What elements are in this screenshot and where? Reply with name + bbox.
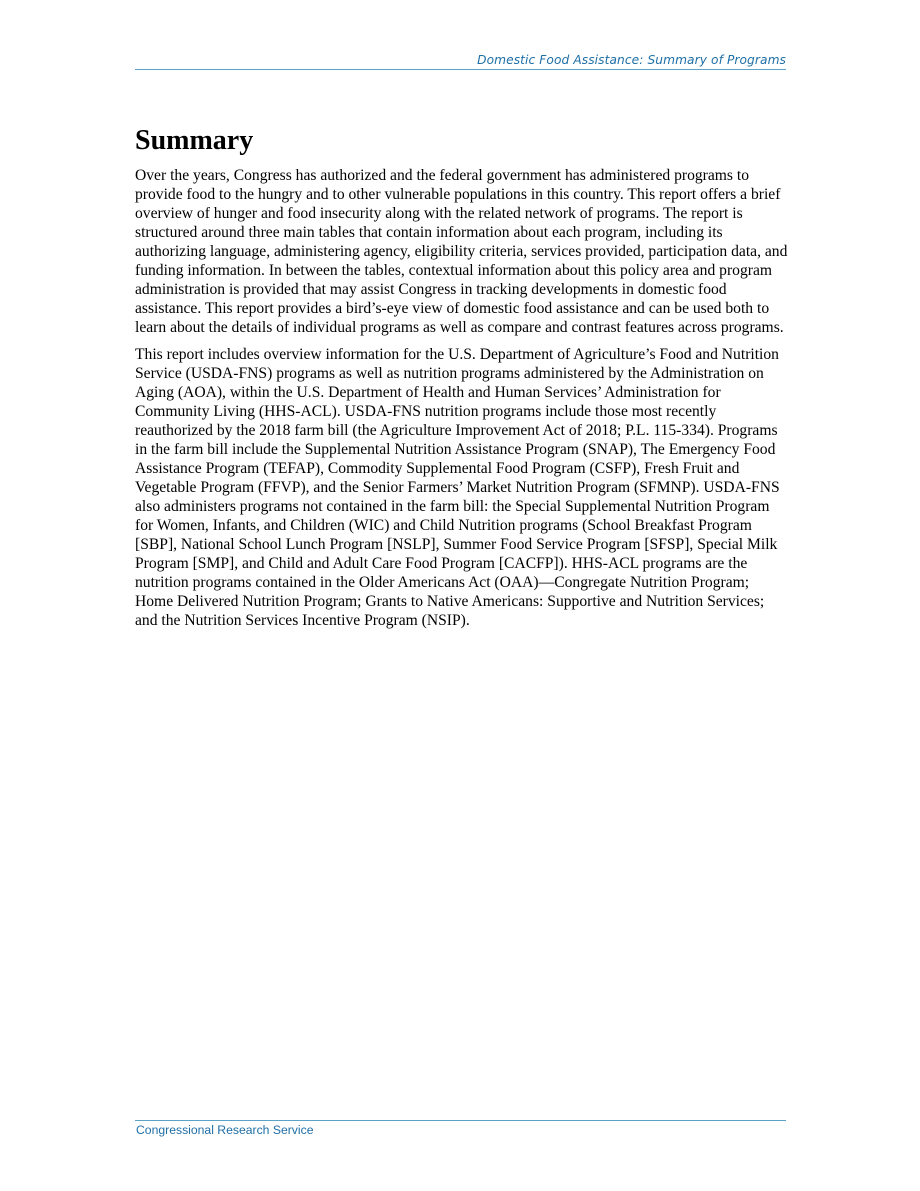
summary-paragraph-1: Over the years, Congress has authorized and the federal government has administered programs to provide food to the hungry and to other vulnerable populations in this country. This report offers a brief overview of hunger and food insecurity along with the related network of programs. The report is structured around three main tables that contain information about each program, including its authorizing language, administering agency, eligibility criteria, services provided, participation data, and funding information. In between the tables, contextual information about this policy area and program administration is provided that may assist Congress in tracking developments in domestic food assistance. This report provides a bird’s-eye view of domestic food assistance and can be used both to learn about the details of individual programs as well as compare and contrast features across programs. [135, 167, 788, 336]
running-header-title: Domestic Food Assistance: Summary of Programs [477, 53, 786, 67]
footer-divider [135, 1120, 786, 1121]
header-divider [135, 69, 786, 70]
footer-organization: Congressional Research Service [136, 1123, 314, 1137]
page-title: Summary [135, 125, 254, 156]
summary-section [135, 124, 790, 638]
summary-paragraph-2: This report includes overview information for the U.S. Department of Agriculture’s Food and Nutrition Service (USDA-FNS) programs as well as nutrition programs administered by the Administration on Aging (AOA), within the U.S. Department of Health and Human Services’ Administration for Community Living (HHS-ACL). USDA-FNS nutrition programs include those most recently reauthorized by the 2018 farm bill (the Agriculture Improvement Act of 2018; P.L. 115-334). Programs in the farm bill include the Supplemental Nutrition Assistance Program (SNAP), The Emergency Food Assistance Program (TEFAP), Commodity Supplemental Food Program (CSFP), Fresh Fruit and Vegetable Program (FFVP), and the Senior Farmers’ Market Nutrition Program (SFMNP). USDA-FNS also administers programs not contained in the farm bill: the Special Supplemental Nutrition Program for Women, Infants, and Children (WIC) and Child Nutrition programs (School Breakfast Program [SBP], National School Lunch Program [NSLP], Summer Food Service Program [SFSP], Special Milk Program [SMP], and Child and Adult Care Food Program [CACFP]). HHS-ACL programs are the nutrition programs contained in the Older Americans Act (OAA)—Congregate Nutrition Program; Home Delivered Nutrition Program; Grants to Native Americans: Supportive and Nutrition Services; and the Nutrition Services Incentive Program (NSIP). [135, 346, 780, 629]
